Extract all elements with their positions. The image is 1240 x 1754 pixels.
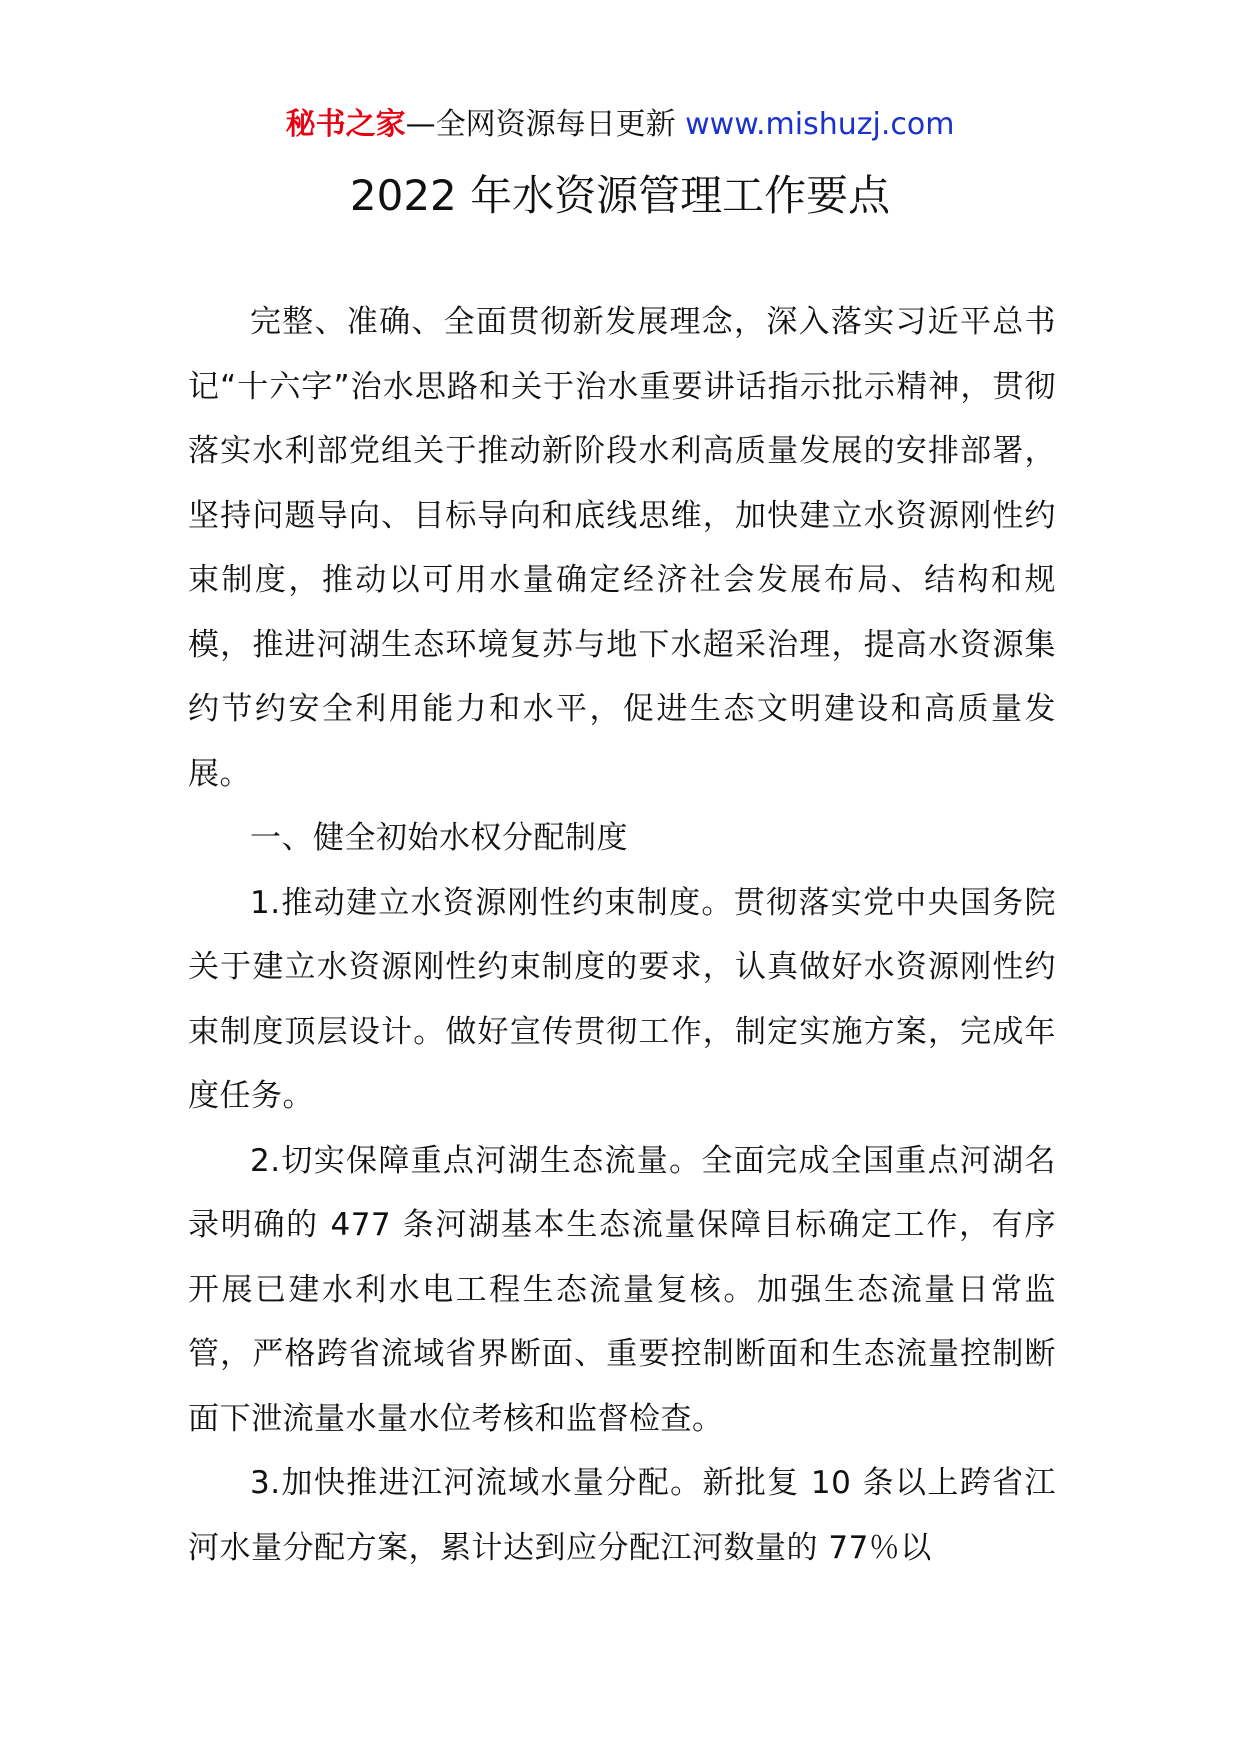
document-title: 2022 年水资源管理工作要点 — [349, 171, 891, 220]
paragraph-item-3: 3.加快推进江河流域水量分配。新批复 10 条以上跨省江河水量分配方案，累计达到应分配江河数量的 77％以 — [188, 1465, 1056, 1566]
site-header — [0, 103, 1240, 147]
site-url-link[interactable]: www.mishuzj.com — [685, 107, 955, 142]
paragraph-intro: 完整、准确、全面贯彻新发展理念，深入落实习近平总书记“十六字”治水思路和关于治水重要讲话指示批示精神，贯彻落实水利部党组关于推动新阶段水利高质量发展的安排部署，坚持问题导向、目标导向和底线思维，加快建立水资源刚性约束制度，推动以可用水量确定经济社会发展布局、结构和规模，推进河湖生态环境复苏与地下水超采治理，提高水资源集约节约安全利用能力和水平，促进生态文明建设和高质量发展。 — [188, 304, 1056, 792]
paragraph-item-1: 1.推动建立水资源刚性约束制度。贯彻落实党中央国务院关于建立水资源刚性约束制度的要求，认真做好水资源刚性约束制度顶层设计。做好宣传贯彻工作，制定实施方案，完成年度任务。 — [188, 884, 1056, 1114]
site-tagline: —全网资源每日更新 — [405, 107, 686, 142]
section-heading-1: 一、健全初始水权分配制度 — [250, 820, 628, 856]
paragraph-item-2: 2.切实保障重点河湖生态流量。全面完成全国重点河湖名录明确的 477 条河湖基本生态流量保障目标确定工作，有序开展已建水利水电工程生态流量复核。加强生态流量日常监管，严格跨省流域省界断面、重要控制断面和生态流量控制断面下泄流量水量水位考核和监督检查。 — [188, 1142, 1056, 1437]
site-brand: 秘书之家 — [285, 107, 406, 142]
document-body — [188, 290, 1056, 1580]
